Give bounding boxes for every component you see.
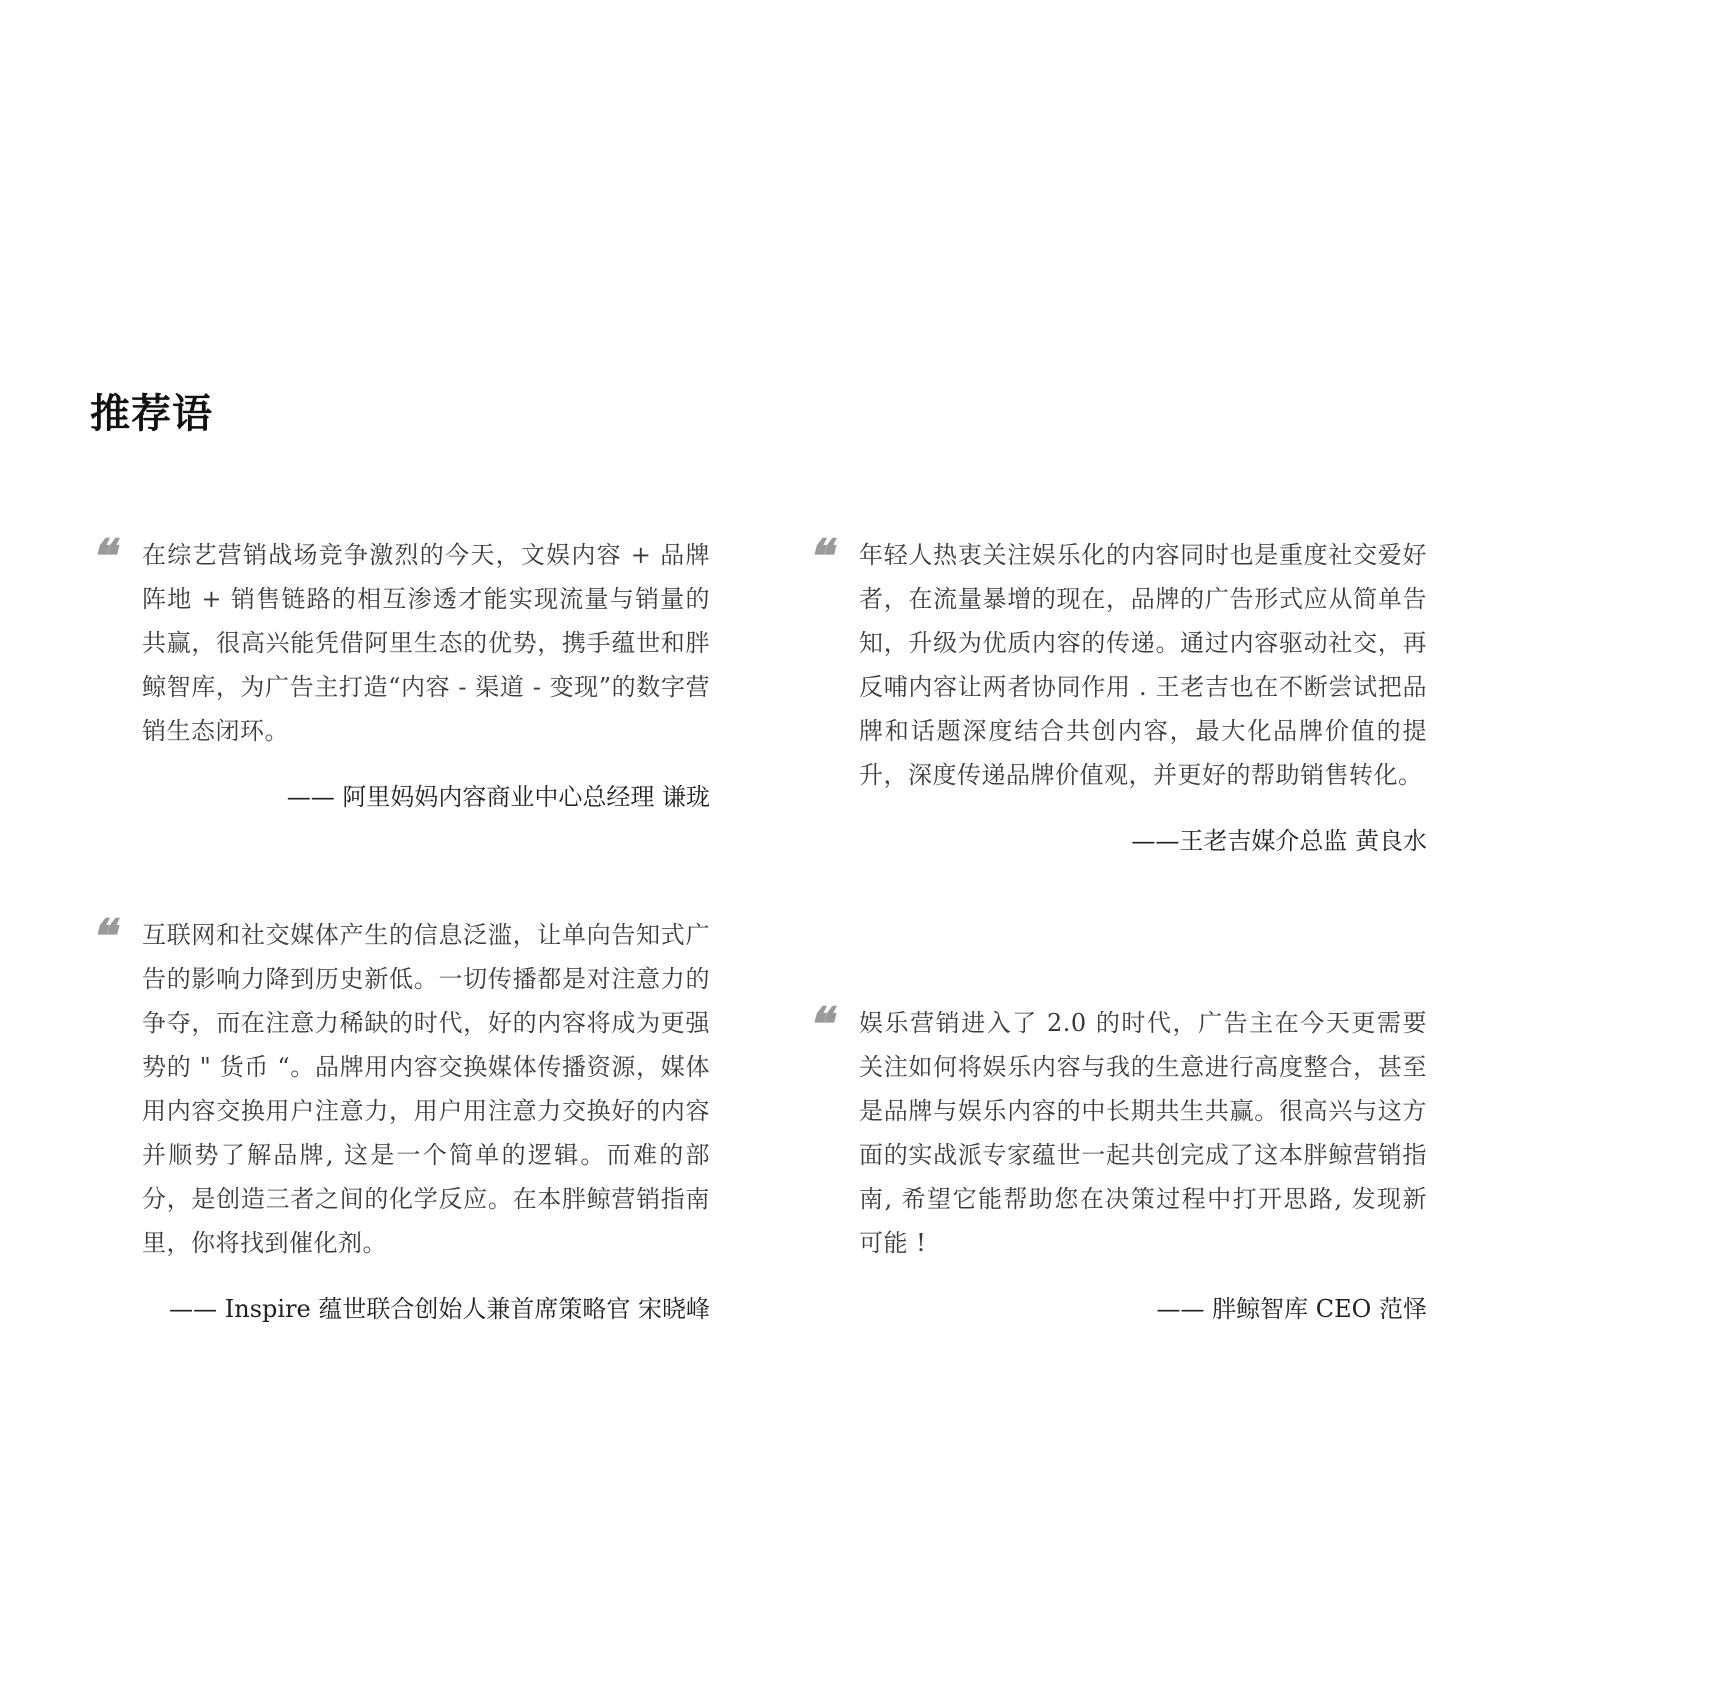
quote-block-1 bbox=[90, 533, 710, 815]
quote-block-3 bbox=[90, 913, 710, 1327]
quote-attribution: —— 阿里妈妈内容商业中心总经理 谦珑 bbox=[286, 783, 710, 811]
page-title: 推荐语 bbox=[90, 390, 213, 437]
quote-mark-icon: ❝ bbox=[807, 999, 828, 1050]
quote-attribution: ——王老吉媒介总监 黄良水 bbox=[1131, 827, 1427, 855]
quote-mark-icon: ❝ bbox=[807, 531, 828, 582]
quote-mark-icon: ❝ bbox=[90, 531, 111, 582]
quote-block-2 bbox=[807, 533, 1427, 859]
quote-text: 娱乐营销进入了 2.0 的时代，广告主在今天更需要关注如何将娱乐内容与我的生意进行高度整合，甚至是品牌与娱乐内容的中长期共生共赢。很高兴与这方面的实战派专家蕴世一起共创完成了这本胖鲸营销指南, 希望它能帮助您在决策过程中打开思路, 发现新可能 ! bbox=[859, 1009, 1427, 1257]
quote-block-4 bbox=[807, 1001, 1427, 1327]
quote-text: 互联网和社交媒体产生的信息泛滥，让单向告知式广告的影响力降到历史新低。一切传播都是对注意力的争夺，而在注意力稀缺的时代，好的内容将成为更强势的 " 货币 “。品牌用内容交换媒体传播资源，媒体用内容交换用户注意力，用户用注意力交换好的内容并顺势了解品牌, 这是一个简单的逻辑。而难的部分，是创造三者之间的化学反应。在本胖鲸营销指南里，你将找到催化剂。 bbox=[142, 921, 710, 1257]
quote-text: 在综艺营销战场竞争激烈的今天，文娱内容 + 品牌阵地 + 销售链路的相互渗透才能实现流量与销量的共赢，很高兴能凭借阿里生态的优势，携手蕴世和胖鲸智库，为广告主打造“内容 - 渠道 - 变现”的数字营销生态闭环。 bbox=[142, 541, 710, 745]
quote-attribution: —— 胖鲸智库 CEO 范怿 bbox=[1156, 1295, 1427, 1323]
quote-text: 年轻人热衷关注娱乐化的内容同时也是重度社交爱好者，在流量暴增的现在，品牌的广告形式应从简单告知，升级为优质内容的传递。通过内容驱动社交，再反哺内容让两者协同作用 . 王老吉也在不断尝试把品牌和话题深度结合共创内容，最大化品牌价值的提升，深度传递品牌价值观，并更好的帮助销售转化。 bbox=[859, 541, 1427, 789]
quote-mark-icon: ❝ bbox=[90, 911, 111, 962]
quote-attribution: —— Inspire 蕴世联合创始人兼首席策略官 宋晓峰 bbox=[169, 1295, 710, 1323]
